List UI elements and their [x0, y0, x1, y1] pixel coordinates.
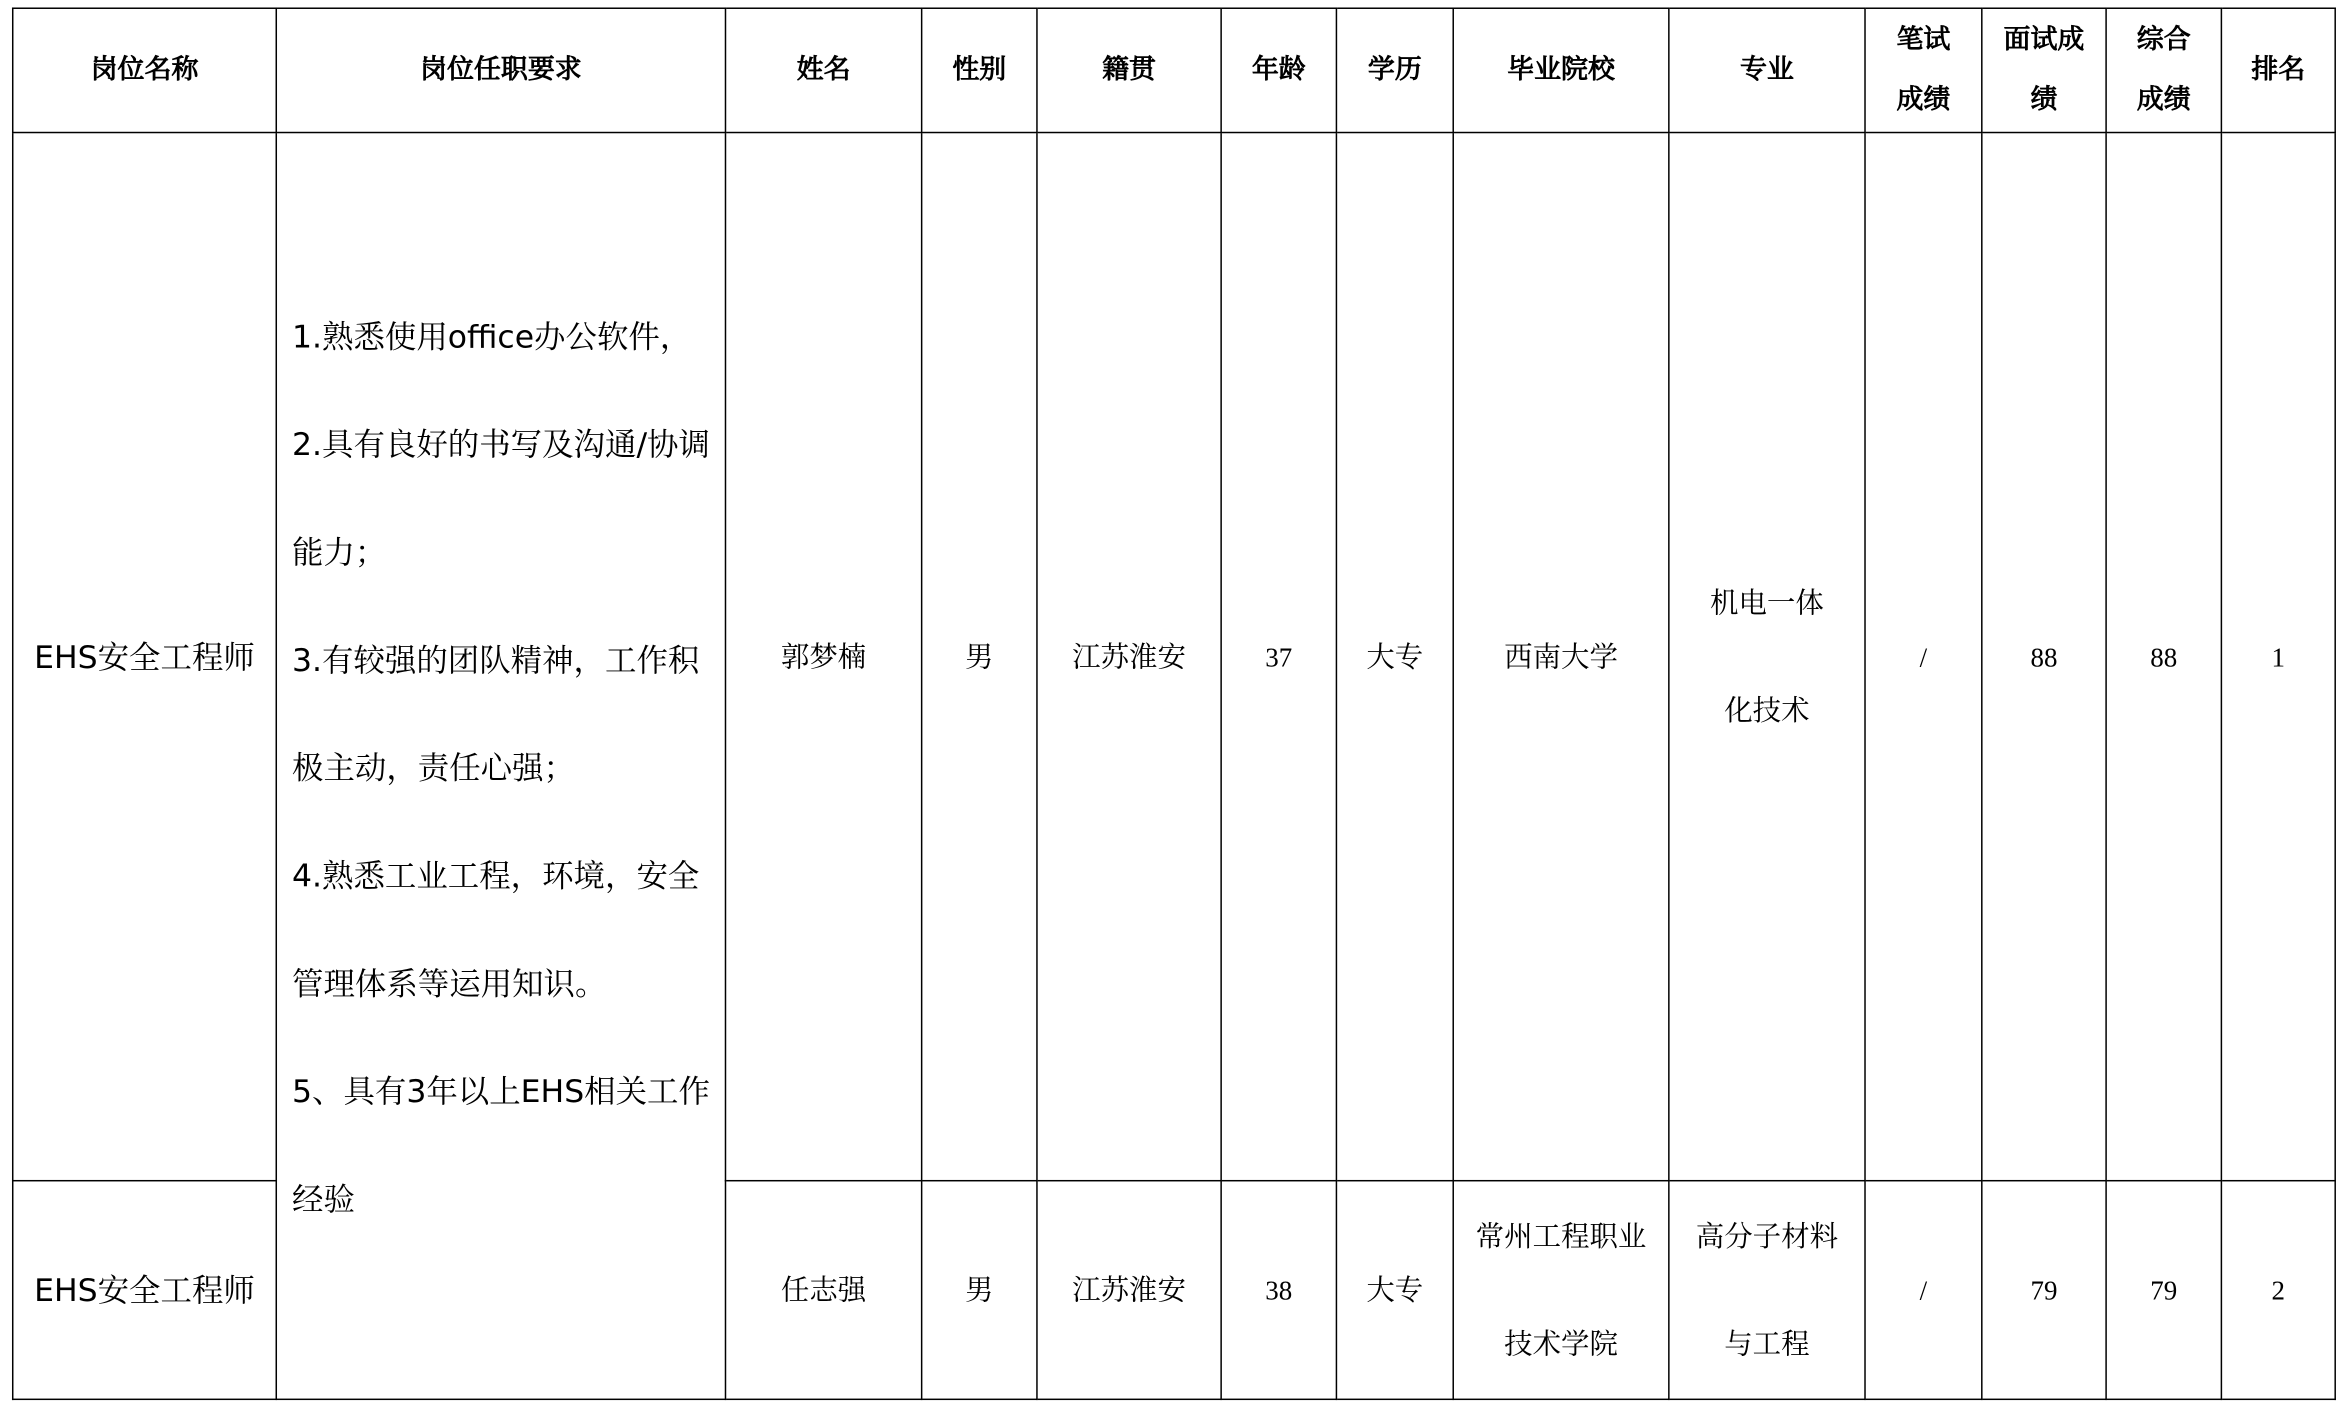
- cell-rank: 2: [2221, 1181, 2335, 1400]
- header-interview-score: [1982, 8, 2106, 132]
- cell-major: 机电一体化技术: [1669, 133, 1865, 1181]
- cell-name: 郭梦楠: [725, 133, 921, 1181]
- header-name: 姓名: [725, 8, 921, 132]
- cell-hometown: 江苏淮安: [1037, 1181, 1221, 1400]
- cell-position: EHS安全工程师: [13, 133, 277, 1181]
- requirement-item: 4.熟悉工业工程，环境，安全管理体系等运用知识。: [291, 858, 700, 1002]
- cell-education: 大专: [1336, 1181, 1453, 1400]
- cell-total-score: 88: [2106, 133, 2221, 1181]
- header-total-score: [2106, 8, 2221, 132]
- cell-total-score: 79: [2106, 1181, 2221, 1400]
- header-written-score: [1865, 8, 1982, 132]
- header-row: [13, 8, 2335, 132]
- header-rank: 排名: [2221, 8, 2335, 132]
- header-written-line1: 笔试: [1896, 23, 1951, 56]
- header-education: 学历: [1336, 8, 1453, 132]
- cell-interview-score: 79: [1982, 1181, 2106, 1400]
- header-total-line1: 综合: [2136, 23, 2191, 56]
- header-gender: 性别: [922, 8, 1037, 132]
- cell-written-score: /: [1865, 1181, 1982, 1400]
- cell-school: 西南大学: [1453, 133, 1669, 1181]
- candidate-table: [12, 7, 2336, 1400]
- header-total-line2: 成绩: [2136, 83, 2191, 116]
- cell-name: 任志强: [725, 1181, 921, 1400]
- cell-interview-score: 88: [1982, 133, 2106, 1181]
- header-requirements: 岗位任职要求: [276, 8, 725, 132]
- header-school: 毕业院校: [1453, 8, 1669, 132]
- header-interview-line1: 面试成: [2003, 23, 2085, 56]
- requirement-item: 2.具有良好的书写及沟通/协调能力；: [291, 426, 710, 571]
- requirement-item: 3.有较强的团队精神，工作积极主动，责任心强；: [291, 642, 700, 787]
- cell-major: 高分子材料与工程: [1669, 1181, 1865, 1400]
- cell-gender: 男: [922, 133, 1037, 1181]
- cell-requirements: [276, 133, 725, 1400]
- header-age: 年龄: [1221, 8, 1336, 132]
- header-major: 专业: [1669, 8, 1865, 132]
- header-hometown: 籍贯: [1037, 8, 1221, 132]
- table-row: [13, 133, 2335, 1181]
- cell-hometown: 江苏淮安: [1037, 133, 1221, 1181]
- header-interview-line2: 绩: [2030, 83, 2058, 116]
- cell-age: 37: [1221, 133, 1336, 1181]
- cell-written-score: /: [1865, 133, 1982, 1181]
- cell-rank: 1: [2221, 133, 2335, 1181]
- cell-position: EHS安全工程师: [13, 1181, 277, 1400]
- cell-education: 大专: [1336, 133, 1453, 1181]
- header-written-line2: 成绩: [1896, 83, 1951, 116]
- cell-gender: 男: [922, 1181, 1037, 1400]
- cell-age: 38: [1221, 1181, 1336, 1400]
- requirement-item: 5、具有3年以上EHS相关工作经验: [291, 1073, 710, 1218]
- cell-school: 常州工程职业技术学院: [1453, 1181, 1669, 1400]
- requirement-item: 1.熟悉使用office办公软件，: [291, 318, 692, 355]
- header-position: 岗位名称: [13, 8, 277, 132]
